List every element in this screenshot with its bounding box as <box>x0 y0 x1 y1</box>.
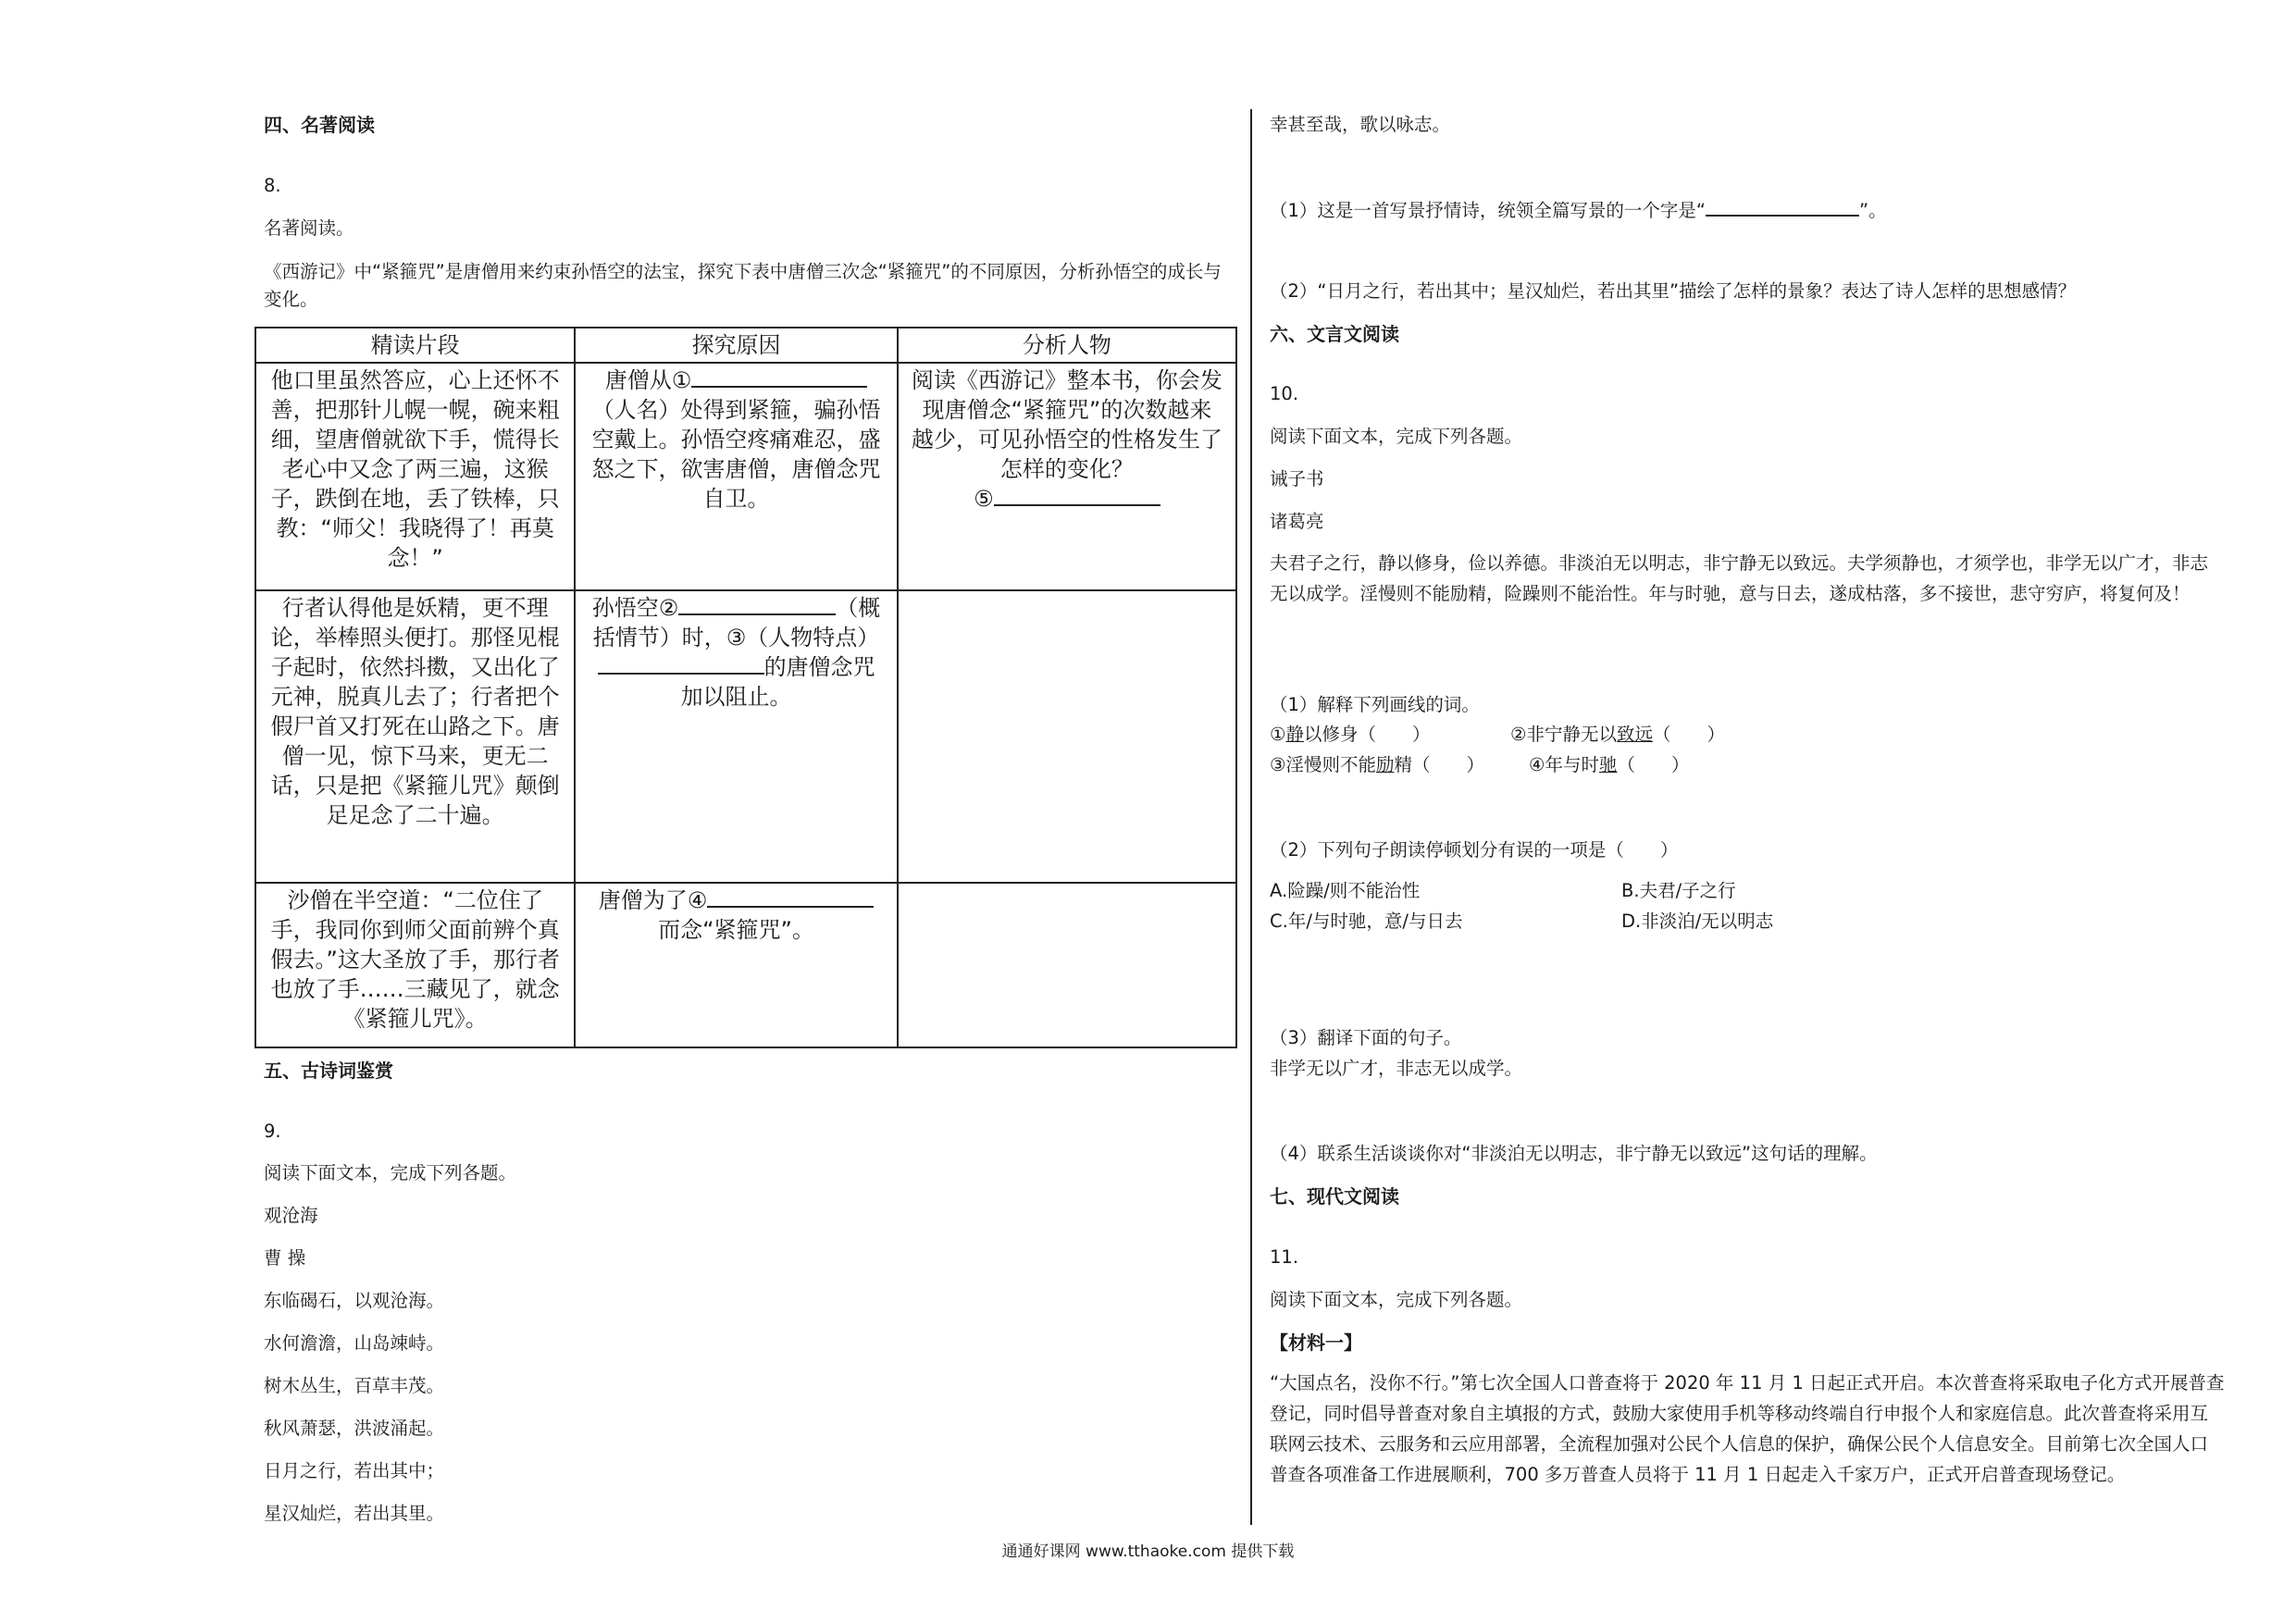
question-10-2: （2）下列句子朗读停顿划分有误的一项是（ ） <box>1270 839 1679 861</box>
answer-blank-1[interactable] <box>691 365 867 388</box>
analysis-blank-label: ⑤ <box>974 486 994 512</box>
question-9-2: （2）“日月之行，若出其中；星汉灿烂，若出其里”描绘了怎样的景象？表达了诗人怎样的思想感情？ <box>1270 280 2077 302</box>
answer-blank-2[interactable] <box>678 593 836 615</box>
section-6-heading: 六、文言文阅读 <box>1270 323 1399 345</box>
reason-text: 的唐僧念咒加以阻止。 <box>680 654 875 710</box>
answer-blank-5[interactable] <box>994 484 1160 506</box>
reason-cell <box>575 590 898 883</box>
question-9-instruction: 阅读下面文本，完成下列各题。 <box>264 1162 517 1183</box>
poem-line: 东临碣石，以观沧海。 <box>264 1290 445 1311</box>
answer-blank-9-1[interactable] <box>1706 194 1859 217</box>
answer-blank-3[interactable] <box>598 652 764 675</box>
table-row <box>255 363 1236 590</box>
question-8-number: 8. <box>264 175 281 196</box>
excerpt-cell: 沙僧在半空道：“二位住了手，我同你到师父面前辨个真假去。”这大圣放了手，那行者也放了手……三藏见了，就念《紧箍儿咒》。 <box>255 883 575 1047</box>
question-9-number: 9. <box>264 1121 281 1142</box>
material-label: 【材料一】 <box>1270 1332 1362 1354</box>
item-text: 精（ ） <box>1394 754 1485 775</box>
question-10-number: 10. <box>1270 383 1299 404</box>
analysis-cell <box>898 883 1236 1047</box>
option-a[interactable]: A.险躁/则不能治性 <box>1270 880 1421 901</box>
section-4-heading: 四、名著阅读 <box>264 114 375 136</box>
table-header-cell: 分析人物 <box>898 328 1236 363</box>
reason-text: 孙悟空② <box>591 595 679 621</box>
poem-line: 幸甚至哉，歌以咏志。 <box>1270 114 1451 135</box>
option-b[interactable]: B.夫君/子之行 <box>1621 880 1736 901</box>
question-10-3-sentence: 非学无以广才，非志无以成学。 <box>1270 1058 1523 1079</box>
question-8-instruction: 名著阅读。 <box>264 217 354 239</box>
table-header-cell: 探究原因 <box>575 328 898 363</box>
q10-1-item-d <box>1529 751 1690 779</box>
question-10-3: （3）翻译下面的句子。 <box>1270 1027 1462 1048</box>
poem-author: 曹 操 <box>264 1247 306 1269</box>
poem-line: 树木丛生，百草丰茂。 <box>264 1375 445 1396</box>
excerpt-cell: 行者认得他是妖精，更不理论，举棒照头便打。那怪见棍子起时，依然抖擞，又出化了元神，脱真儿去了；行者把个假尸首又打死在山路之下。唐僧一见，惊下马来，更无二话，只是把《紧箍儿咒》颠倒足足念了二十遍。 <box>255 590 575 883</box>
analysis-cell <box>898 363 1236 590</box>
item-text: （ ） <box>1617 754 1690 775</box>
poem-line: 水何澹澹，山岛竦峙。 <box>264 1332 445 1354</box>
poem-line: 日月之行，若出其中； <box>264 1460 445 1481</box>
question-8-intro: 《西游记》中“紧箍咒”是唐僧用来约束孙悟空的法宝，探究下表中唐僧三次念“紧箍咒”的不同原因，分析孙悟空的成长与变化。 <box>264 261 1222 310</box>
item-text: ③淫慢则不能 <box>1270 754 1376 775</box>
option-c[interactable]: C.年/与时驰，意/与日去 <box>1270 911 1463 932</box>
table-row <box>255 883 1236 1047</box>
text-title: 诫子书 <box>1270 468 1324 489</box>
question-11-instruction: 阅读下面文本，完成下列各题。 <box>1270 1289 1523 1310</box>
material-body: “大国点名，没你不行。”第七次全国人口普查将于 2020 年 11 月 1 日起正式开启。本次普查将采取电子化方式开展普查登记，同时倡导普查对象自主填报的方式，鼓励大家使用手机等移动终端自行申报个人和家庭信息。此次普查将采用互联网云技术、云服务和云应用部署，全流程加强对公民个人信息的保护，确保公民个人信息安全。目前第七次全国人口普查各项准备工作进展顺利，700 多万普查人员将于 11 月 1 日起走入千家万户，正式开启普查现场登记。 <box>1270 1372 2225 1485</box>
reason-text: 而念“紧箍咒”。 <box>658 917 814 943</box>
poem-title: 观沧海 <box>264 1205 318 1226</box>
reason-cell <box>575 363 898 590</box>
item-text: ① <box>1270 724 1286 745</box>
reason-text: （人名）处得到紧箍，骗孙悟空戴上。孙悟空疼痛难忍，盛怒之下，欲害唐僧，唐僧念咒自卫。 <box>591 397 881 512</box>
q10-1-item-c <box>1270 751 1484 779</box>
reason-text: 唐僧从① <box>604 367 692 393</box>
answer-blank-4[interactable] <box>707 886 874 908</box>
question-9-1-text: （1）这是一首写景抒情诗，统领全篇写景的一个字是“ <box>1270 200 1706 221</box>
option-d[interactable]: D.非淡泊/无以明志 <box>1621 911 1774 932</box>
analysis-text: 阅读《西游记》整本书，你会发现唐僧念“紧箍咒”的次数越来越少，可见孙悟空的性格发生了怎样的变化？ <box>911 367 1222 482</box>
item-text: （ ） <box>1653 724 1726 745</box>
question-9-1-end: ”。 <box>1859 200 1887 221</box>
table-header-row <box>255 328 1236 363</box>
question-10-instruction: 阅读下面文本，完成下列各题。 <box>1270 426 1523 447</box>
table-row <box>255 590 1236 883</box>
analysis-cell <box>898 590 1236 883</box>
page-footer: 通通好课网 www.tthaoke.com 提供下载 <box>1001 1542 1295 1561</box>
poem-line: 秋风萧瑟，洪波涌起。 <box>264 1418 445 1439</box>
reason-text: （概括情节）时，③（人物特点） <box>592 595 881 650</box>
reason-text: 唐僧为了④ <box>598 887 708 913</box>
column-divider <box>1250 109 1252 1525</box>
q10-1-item-b <box>1510 721 1725 749</box>
section-7-heading: 七、现代文阅读 <box>1270 1185 1399 1208</box>
question-9-1 <box>1270 194 1887 225</box>
excerpt-cell: 他口里虽然答应，心上还怀不善，把那针儿幌一幌，碗来粗细，望唐僧就欲下手，慌得长老心中又念了两三遍，这猴子，跌倒在地，丢了铁棒，只教：“师父！我晓得了！再莫念！” <box>255 363 575 590</box>
underlined-word: 致远 <box>1616 724 1653 745</box>
item-text: 以修身（ ） <box>1304 724 1431 745</box>
item-text: ④年与时 <box>1529 754 1599 775</box>
classical-text-body: 夫君子之行，静以修身，俭以养德。非淡泊无以明志，非宁静无以致远。夫学须静也，才须学也，非学无以广才，非志无以成学。淫慢则不能励精，险躁则不能治性。年与时驰，意与日去，遂成枯落，多不接世，悲守穷庐，将复何及！ <box>1270 552 2209 604</box>
reason-cell <box>575 883 898 1047</box>
q10-1-item-a <box>1270 721 1431 749</box>
question-11-number: 11. <box>1270 1246 1299 1268</box>
section-5-heading: 五、古诗词鉴赏 <box>264 1059 393 1082</box>
text-author: 诸葛亮 <box>1270 511 1324 532</box>
underlined-word: 驰 <box>1598 754 1618 775</box>
underlined-word: 静 <box>1285 724 1304 745</box>
question-10-4: （4）联系生活谈谈你对“非淡泊无以明志，非宁静无以致远”这句话的理解。 <box>1270 1143 1878 1164</box>
item-text: ②非宁静无以 <box>1510 724 1617 745</box>
table-header-cell: 精读片段 <box>255 328 575 363</box>
reading-table <box>254 327 1237 1048</box>
underlined-word: 励 <box>1375 754 1395 775</box>
poem-line: 星汉灿烂，若出其里。 <box>264 1503 445 1524</box>
question-10-1: （1）解释下列画线的词。 <box>1270 694 1480 715</box>
